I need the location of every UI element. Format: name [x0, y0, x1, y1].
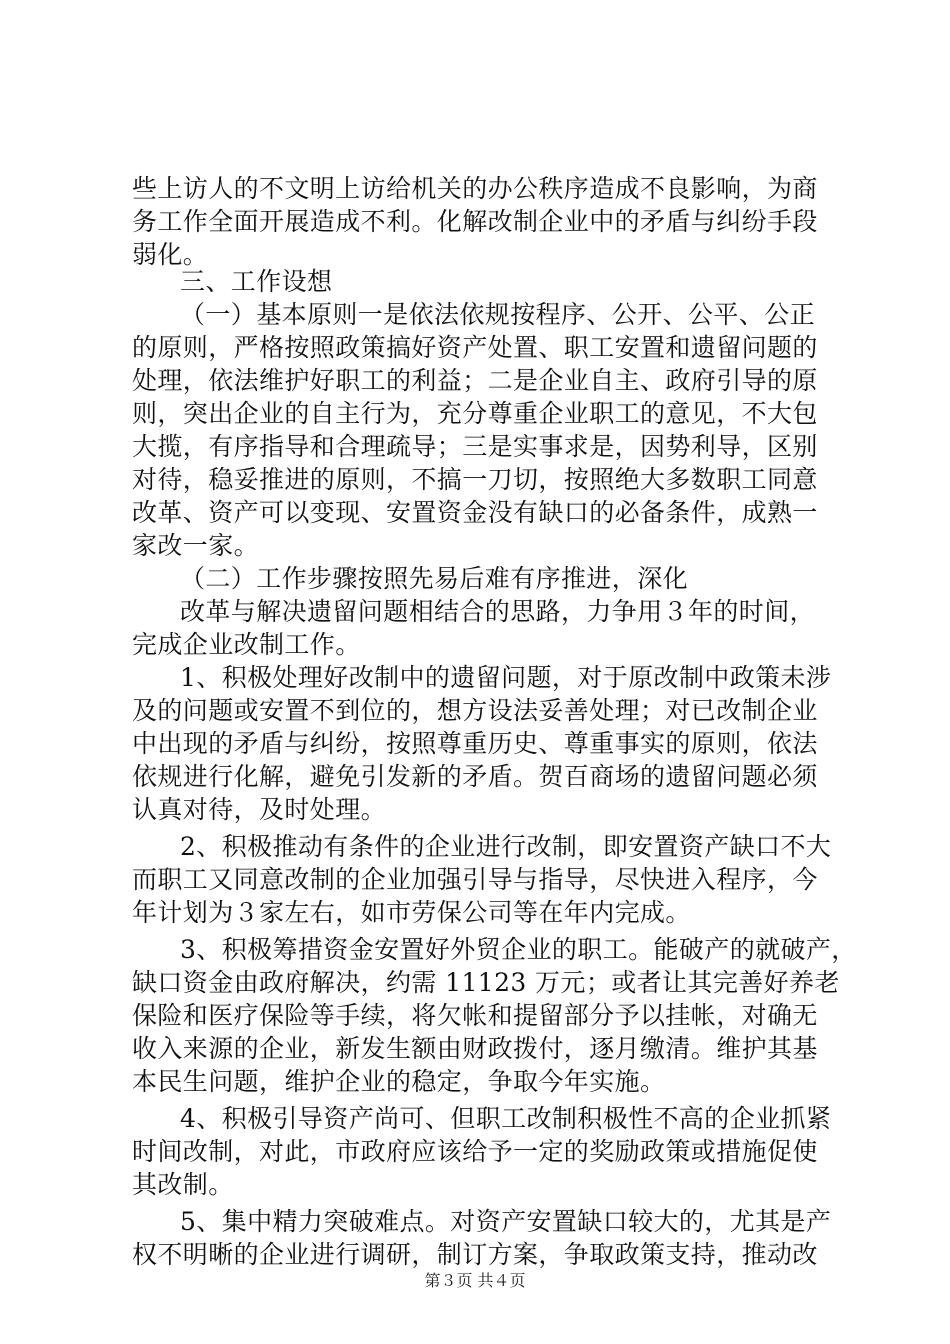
text-line: 5、集中精力突破难点。对资产安置缺口较大的，尤其是产	[180, 1207, 832, 1236]
text-line: 而职工又同意改制的企业加强引导与指导，尽快进入程序，今	[132, 865, 818, 894]
text-line: 及的问题或安置不到位的，想方设法妥善处理；对已改制企业	[132, 696, 818, 725]
text-line: 大揽，有序指导和合理疏导；三是实事求是，因势利导，区别	[132, 432, 818, 461]
text-line: 权不明晰的企业进行调研，制订方案，争取政策支持，推动改	[132, 1240, 818, 1269]
text-line: 缺口资金由政府解决，约需 11123 万元；或者让其完善好养老	[132, 968, 840, 997]
text-line: 4、积极引导资产尚可、但职工改制积极性不高的企业抓紧	[180, 1104, 832, 1133]
text-line: （一）基本原则一是依法依规按程序、公开、公平、公正	[180, 300, 816, 329]
text-line: 的原则，严格按照政策搞好资产处置、职工安置和遗留问题的	[132, 333, 818, 362]
text-line: 改革、资产可以变现、安置资金没有缺口的必备条件，成熟一	[132, 498, 818, 527]
text-line: 保险和医疗保险等手续，将欠帐和提留部分予以挂帐，对确无	[132, 1001, 818, 1030]
text-line: 改革与解决遗留问题相结合的思路，力争用３年的时间，	[180, 597, 816, 626]
text-line: 2、积极推动有条件的企业进行改制，即安置资产缺口不大	[180, 832, 832, 861]
text-line: 认真对待，及时处理。	[132, 795, 387, 824]
section-heading: 三、工作设想	[180, 267, 333, 296]
text-line: 本民生问题，维护企业的稳定，争取今年实施。	[132, 1067, 666, 1096]
text-line: 些上访人的不文明上访给机关的办公秩序造成不良影响，为商	[132, 174, 818, 203]
page-footer: 第３页 共４页	[424, 1271, 526, 1290]
text-line: 则，突出企业的自主行为，充分尊重企业职工的意见，不大包	[132, 399, 818, 428]
text-line: 弱化。	[132, 240, 209, 269]
text-line: 家改一家。	[132, 531, 260, 560]
text-line: 1、积极处理好改制中的遗留问题，对于原改制中政策未涉	[180, 663, 832, 692]
text-line: 3、积极筹措资金安置好外贸企业的职工。能破产的就破产，	[180, 935, 857, 964]
text-line: （二）工作步骤按照先易后难有序推进，深化	[180, 564, 689, 593]
text-line: 收入来源的企业，新发生额由财政拨付，逐月缴清。维护其基	[132, 1034, 818, 1063]
text-line: 处理，依法维护好职工的利益；二是企业自主、政府引导的原	[132, 366, 818, 395]
text-line: 依规进行化解，避免引发新的矛盾。贺百商场的遗留问题必须	[132, 762, 818, 791]
text-line: 其改制。	[132, 1170, 234, 1199]
text-line: 中出现的矛盾与纠纷，按照尊重历史、尊重事实的原则，依法	[132, 729, 818, 758]
text-line: 年计划为３家左右，如市劳保公司等在年内完成。	[132, 898, 691, 927]
text-line: 完成企业改制工作。	[132, 630, 361, 659]
text-line: 对待，稳妥推进的原则，不搞一刀切，按照绝大多数职工同意	[132, 465, 818, 494]
text-line: 务工作全面开展造成不利。化解改制企业中的矛盾与纠纷手段	[132, 207, 818, 236]
text-line: 时间改制，对此，市政府应该给予一定的奖励政策或措施促使	[132, 1137, 818, 1166]
